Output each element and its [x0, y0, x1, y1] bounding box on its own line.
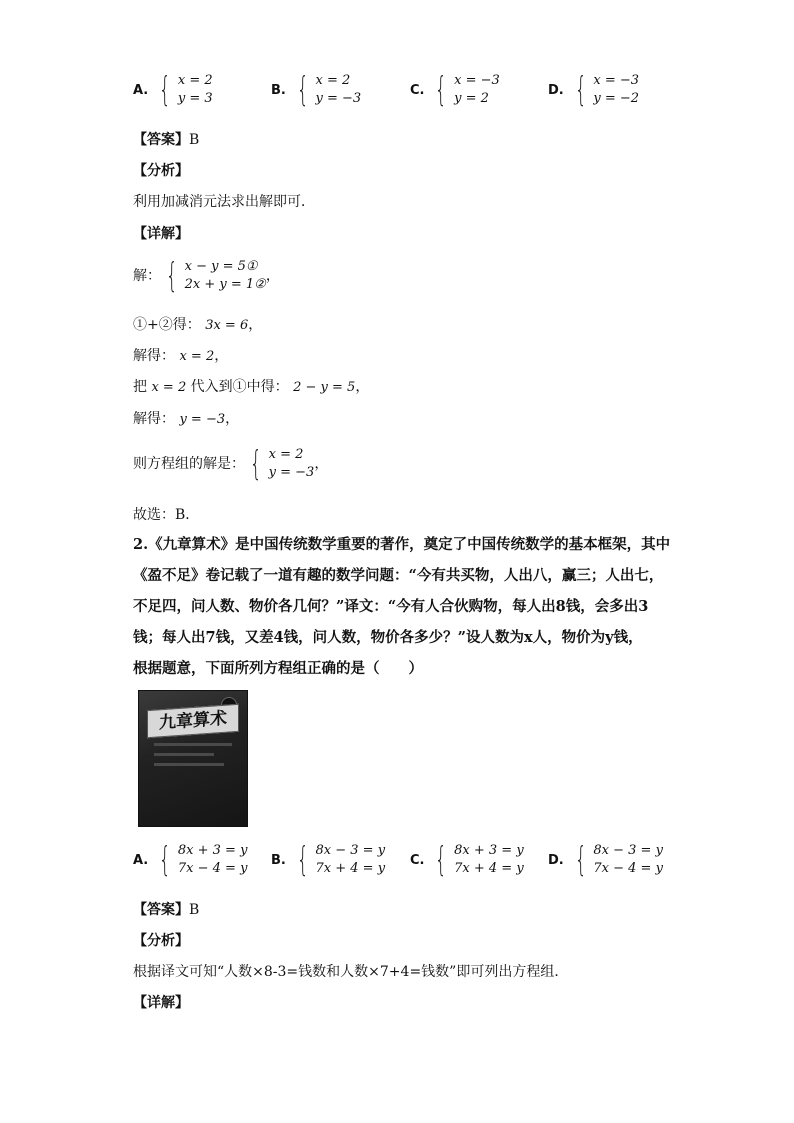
step-math: y = −3 — [179, 412, 226, 427]
brace-icon: { — [159, 840, 172, 880]
answer-label: 【答案】 — [133, 902, 189, 918]
step-text: 解得： — [133, 411, 175, 427]
q1-step-5 — [133, 446, 328, 482]
q1-option-c — [410, 72, 500, 108]
brace-icon: { — [159, 70, 172, 110]
equation-system — [292, 842, 385, 878]
equation-system — [154, 842, 247, 878]
brace-icon: { — [574, 70, 587, 110]
punctuation: ， — [355, 379, 370, 395]
punctuation: ， — [265, 268, 280, 284]
equation: y = −3 — [268, 465, 315, 480]
book-decoration — [154, 753, 214, 756]
q1-analysis-text: 利用加减消元法求出解即可． — [133, 194, 315, 210]
equation: y = −3 — [315, 91, 362, 106]
book-decoration — [154, 763, 224, 766]
punctuation: ， — [314, 456, 329, 472]
equation: 8x + 3 = y — [454, 843, 524, 858]
q1-solve-system — [133, 258, 280, 294]
option-letter: B. — [271, 82, 286, 98]
equation: x = −3 — [593, 73, 640, 88]
step-text: 则方程组的解是： — [133, 456, 245, 472]
equation-system — [154, 72, 212, 108]
step-text: 代入到①中得： — [190, 379, 289, 395]
answer-value: B — [189, 132, 200, 148]
q2-detail-label: 【详解】 — [133, 995, 189, 1011]
equation: x = 2 — [177, 73, 213, 88]
equation: 2x + y = 1② — [184, 277, 266, 292]
question-line: 钱；每人出7钱，又差4钱，问人数，物价各多少？”设人数为x人，物价为y钱， — [133, 629, 643, 646]
q1-option-a — [133, 72, 213, 108]
q1-analysis-label: 【分析】 — [133, 163, 189, 179]
q1-step-2 — [133, 347, 228, 366]
q1-option-d — [548, 72, 639, 108]
punctuation: ， — [214, 348, 229, 364]
q1-option-b — [271, 72, 361, 108]
book-title: 九章算术 — [147, 704, 239, 738]
option-letter: D. — [548, 852, 564, 868]
equation-system — [292, 72, 361, 108]
question-line: 2.《九章算术》是中国传统数学重要的著作，奠定了中国传统数学的基本框架，其中 — [133, 536, 671, 553]
book-cover-image — [138, 690, 248, 827]
equation-system — [245, 446, 314, 482]
equation-system — [570, 842, 663, 878]
solve-prefix: 解： — [133, 268, 161, 284]
q2-option-c — [410, 842, 524, 878]
answer-label: 【答案】 — [133, 132, 189, 148]
equation: y = −2 — [593, 91, 640, 106]
q2-option-a — [133, 842, 247, 878]
equation: 8x − 3 = y — [315, 843, 386, 858]
equation: 8x − 3 = y — [593, 843, 663, 858]
option-letter: A. — [133, 82, 149, 98]
q2-option-b — [271, 842, 385, 878]
brace-icon: { — [249, 444, 262, 484]
option-letter: D. — [548, 82, 564, 98]
equation: 8x + 3 = y — [177, 843, 248, 858]
step-math: 3x = 6 — [205, 318, 249, 333]
q1-conclusion: 故选：B． — [133, 507, 200, 523]
question-line: 《盈不足》卷记载了一道有趣的数学问题：“今有共买物，人出八，赢三；人出七， — [133, 567, 664, 584]
q2-analysis-text: 根据译文可知“人数×8-3=钱数和人数×7+4=钱数”即可列出方程组． — [133, 964, 569, 980]
equation-system — [430, 842, 523, 878]
equation: x = −3 — [454, 73, 500, 88]
equation: 7x + 4 = y — [454, 861, 524, 876]
option-letter: C. — [410, 82, 425, 98]
q1-answer — [133, 131, 199, 149]
q2-question — [133, 529, 673, 684]
q2-answer — [133, 901, 199, 919]
equation: 7x − 4 = y — [593, 861, 663, 876]
book-decoration — [154, 743, 232, 746]
brace-icon: { — [165, 256, 178, 296]
equation-system — [570, 72, 639, 108]
q2-option-d — [548, 842, 663, 878]
equation: x = 2 — [268, 447, 304, 462]
punctuation: ， — [225, 411, 240, 427]
equation: 7x − 4 = y — [177, 861, 248, 876]
q1-detail-label: 【详解】 — [133, 226, 189, 242]
question-line: 不足四，问人数、物价各几何？”译文：“今有人合伙购物，每人出8钱，会多出3 — [133, 598, 649, 615]
equation: x = 2 — [315, 73, 351, 88]
equation: 7x + 4 = y — [315, 861, 386, 876]
q1-step-3 — [133, 378, 369, 397]
step-text: 解得： — [133, 348, 175, 364]
equation-system — [430, 72, 499, 108]
answer-value: B — [189, 902, 200, 918]
punctuation: ， — [248, 317, 263, 333]
equation: y = 3 — [177, 91, 213, 106]
step-math: x = 2 — [179, 349, 215, 364]
brace-icon: { — [435, 70, 448, 110]
q1-step-1 — [133, 316, 262, 335]
q2-analysis-label: 【分析】 — [133, 933, 189, 949]
option-letter: B. — [271, 852, 286, 868]
brace-icon: { — [574, 840, 587, 880]
option-letter: C. — [410, 852, 425, 868]
option-letter: A. — [133, 852, 149, 868]
q1-step-4 — [133, 410, 239, 429]
step-text: ①+②得： — [133, 317, 201, 333]
equation-system — [161, 258, 266, 294]
brace-icon: { — [296, 840, 309, 880]
equation: x − y = 5① — [184, 259, 258, 274]
step-text: 把 — [133, 379, 147, 395]
question-line: 根据题意，下面所列方程组正确的是（ ） — [133, 660, 423, 677]
step-math: x = 2 — [151, 380, 187, 395]
brace-icon: { — [435, 840, 448, 880]
equation: y = 2 — [454, 91, 489, 106]
step-math: 2 − y = 5 — [293, 380, 356, 395]
brace-icon: { — [296, 70, 309, 110]
